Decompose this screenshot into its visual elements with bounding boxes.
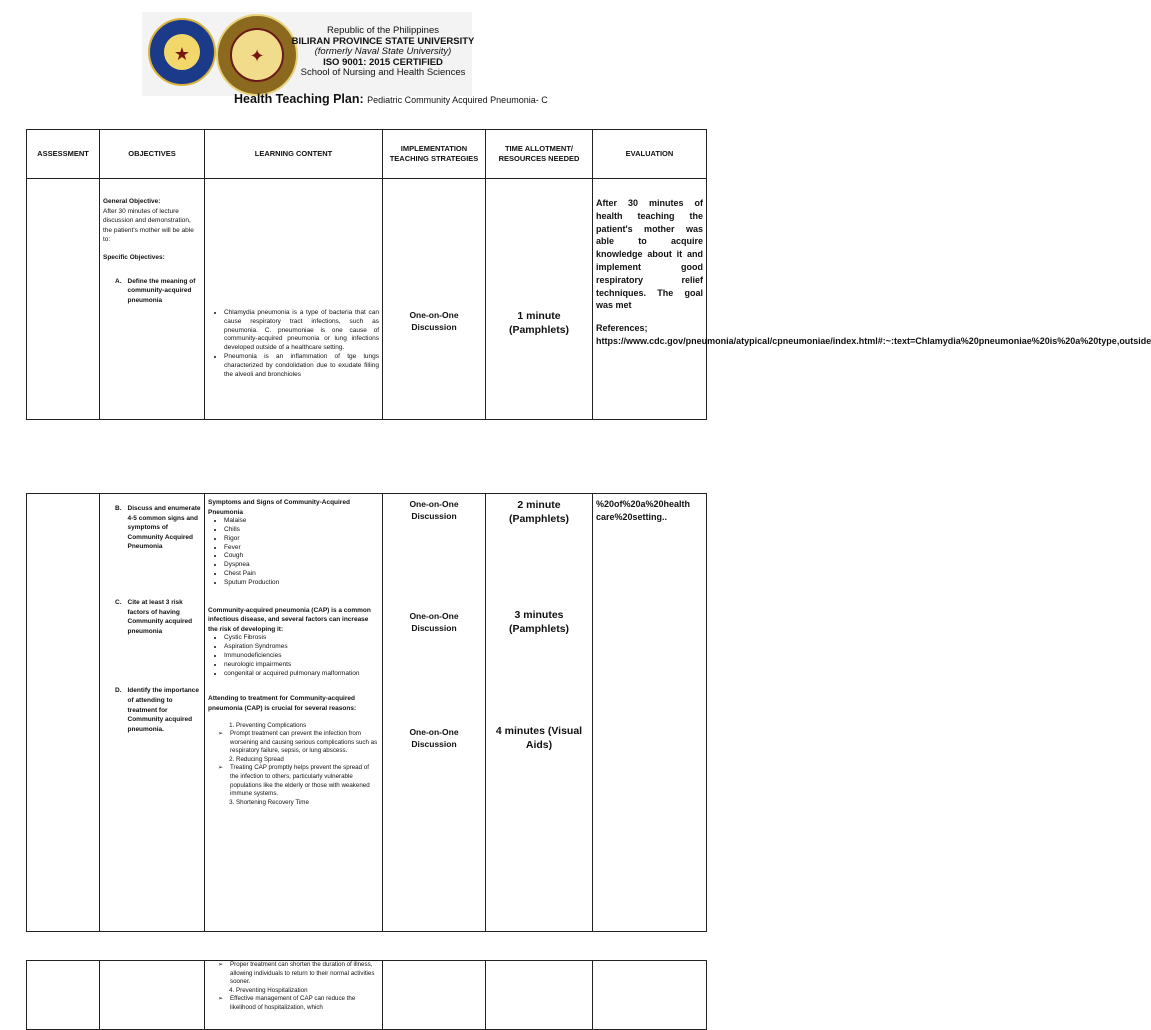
symptoms-list [208,517,379,587]
time-cell [486,961,593,1030]
assessment-cell [27,494,100,932]
general-objective-heading: General Objective: [103,198,161,205]
list-item: • Cough [224,552,379,561]
objective-c-text: Cite at least 3 risk factors of having Community acquired pneumonia [127,598,193,635]
references-label: References; [596,323,648,334]
list-item: • Fever [224,544,379,553]
objective-a-text: Define the meaning of community-acquired pneumonia [127,277,196,304]
learning-content-cell [205,961,383,1030]
school-name: School of Nursing and Health Sciences [300,67,466,78]
assessment-cell [27,961,100,1030]
table-row [27,179,707,420]
objective-a-letter: A. [115,277,122,285]
implementation-strategy: One-on-One Discussion [409,727,459,749]
symptoms-heading: Symptoms and Signs of Community-Acquired Pneumonia [208,499,350,516]
assessment-cell [27,179,100,420]
table-row [27,961,707,1030]
treatment-detail [208,764,379,798]
col-learning-content: LEARNING CONTENT [205,130,383,179]
table-row [27,494,707,932]
references-link-continued[interactable]: %20of%20a%20health care%20setting.. [596,499,691,522]
col-time-allotment: TIME ALLOTMENT/ RESOURCES NEEDED [486,130,593,179]
list-item: • Rigor [224,535,379,544]
university-seal-logo: ★ [148,18,216,86]
time-allotment: 2 minute (Pamphlets) [508,499,570,525]
school-seal-logo: ✦ [216,14,298,96]
university-name: BILIRAN PROVINCE STATE UNIVERSITY [291,35,475,47]
evaluation-cell [593,961,707,1030]
risk-intro: Community-acquired pneumonia (CAP) is a common infectious disease, and several factors can increase the risk of developing it: [208,606,371,633]
treatment-list [208,799,379,808]
list-item: • congenital or acquired pulmonary malformation [224,670,379,679]
title-subject: Pediatric Community Acquired Pneumonia- C [367,95,548,105]
objective-d [103,686,201,734]
detail-text: Treating CAP promptly helps prevent the spread of the infection to others, particularly vulnerable populations like the elderly or those with weakened immune systems. [230,764,370,798]
objectives-cell [100,494,205,932]
evaluation-cell [593,179,1151,420]
time-allotment: 1 minute (Pamphlets) [508,310,570,336]
treatment-detail [208,730,379,756]
implementation-strategy: One-on-One Discussion [409,499,459,521]
col-objectives: OBJECTIVES [100,130,205,179]
list-item: • Aspiration Syndromes [224,643,379,652]
evaluation-cell [593,494,707,932]
time-allotment: 3 minutes (Pamphlets) [508,609,570,635]
list-item: • Chest Pain [224,570,379,579]
table-header-row [27,130,707,179]
teaching-plan-table-3 [26,960,707,1030]
objective-b [103,504,201,552]
implementation-cell [383,961,486,1030]
list-item: • Immunodeficiencies [224,652,379,661]
objective-b-letter: B. [115,505,122,512]
treatment-list [208,987,379,996]
time-cell [486,179,593,420]
list-item: • Sputum Production [224,579,379,588]
list-item: 2. Reducing Spread [236,756,379,765]
time-cell [486,494,593,932]
teaching-plan-table-1 [26,129,1151,420]
col-evaluation: EVALUATION [593,130,707,179]
objective-d-text: Identify the importance of attending to treatment for Community acquired pneumonia. [127,687,200,733]
risk-list [208,634,379,678]
list-item: 3. Shortening Recovery Time [236,799,379,808]
list-item: • Malaise [224,517,379,526]
treatment-detail [208,961,379,987]
evaluation-text: After 30 minutes of health teaching the patient's mother was able to acquire knowledge about it and implement good respiratory relief techniques. The goal was met [596,198,703,311]
document-header [0,0,768,110]
content-list [208,309,379,379]
arrow-icon: ➢ [218,730,224,738]
time-allotment: 4 minutes (Visual Aids) [495,725,583,751]
list-item: • Chlamydia pneumonia is a type of bacteria that can cause respiratory tract infections, such as pneumonia. C. pneumoniae is one cause of community-acquired pneumonia or lung infections developed outside of a healthcare setting. [224,309,379,353]
list-item: • Cystic Fibrosis [224,634,379,643]
implementation-cell [383,494,486,932]
learning-content-cell [205,179,383,420]
objective-a [103,277,201,306]
arrow-icon: ➢ [218,764,224,772]
learning-content-cell [205,494,383,932]
treatment-list [208,722,379,731]
university-info [290,26,476,79]
teaching-plan-table-2 [26,493,707,932]
objective-c [103,598,201,636]
detail-text: Effective management of CAP can reduce the likelihood of hospitalization, which [230,995,356,1011]
arrow-icon: ➢ [218,961,224,968]
list-item: • neurologic impairments [224,661,379,670]
treatment-detail [208,995,379,1012]
references-link[interactable]: https://www.cdc.gov/pneumonia/atypical/cpneumoniae/index.html#:~:text=Chlamydia%20pneumoniae%20is%20a%20type,outside [596,335,1151,346]
col-assessment: ASSESSMENT [27,130,100,179]
specific-objectives-heading: Specific Objectives: [103,253,165,261]
republic-line: Republic of the Philippines [327,25,439,36]
general-objective-text: After 30 minutes of lecture discussion and demonstration, the patient's mother will be able to: [103,207,194,244]
treatment-list [208,756,379,765]
objectives-cell [100,179,205,420]
list-item: 4. Preventing Hospitalization [236,987,379,996]
implementation-strategy: One-on-One Discussion [409,611,459,633]
iso-certification: ISO 9001: 2015 CERTIFIED [323,56,443,68]
list-item: • Chills [224,526,379,535]
list-item: • Pneumonia is an inflammation of tge lungs characterized by condolidation due to exudate filling the alveoli and bronchioles [224,353,379,379]
detail-text: Prompt treatment can prevent the infection from worsening and causing serious complications such as respiratory failure, sepsis, or lung abscess. [230,730,378,755]
page-title [234,92,548,106]
objective-b-text: Discuss and enumerate 4-5 common signs and symptoms of Community Acquired Pneumonia [127,505,201,551]
col-implementation: IMPLEMENTATION TEACHING STRATEGIES [383,130,486,179]
list-item: • Dyspnea [224,561,379,570]
list-item: 1. Preventing Complications [236,722,379,731]
detail-text: Proper treatment can shorten the duration of illness, allowing individuals to return to their normal activities sooner. [230,961,375,986]
implementation-strategy: One-on-One Discussion [409,310,459,332]
treatment-intro: Attending to treatment for Community-acquired pneumonia (CAP) is crucial for several reasons: [208,695,357,712]
objective-d-letter: D. [115,687,122,695]
implementation-cell [383,179,486,420]
formerly-name: (formerly Naval State University) [314,46,452,57]
objective-c-letter: C. [115,598,122,606]
objectives-cell [100,961,205,1030]
title-main: Health Teaching Plan: [234,92,368,106]
arrow-icon: ➢ [218,995,224,1003]
